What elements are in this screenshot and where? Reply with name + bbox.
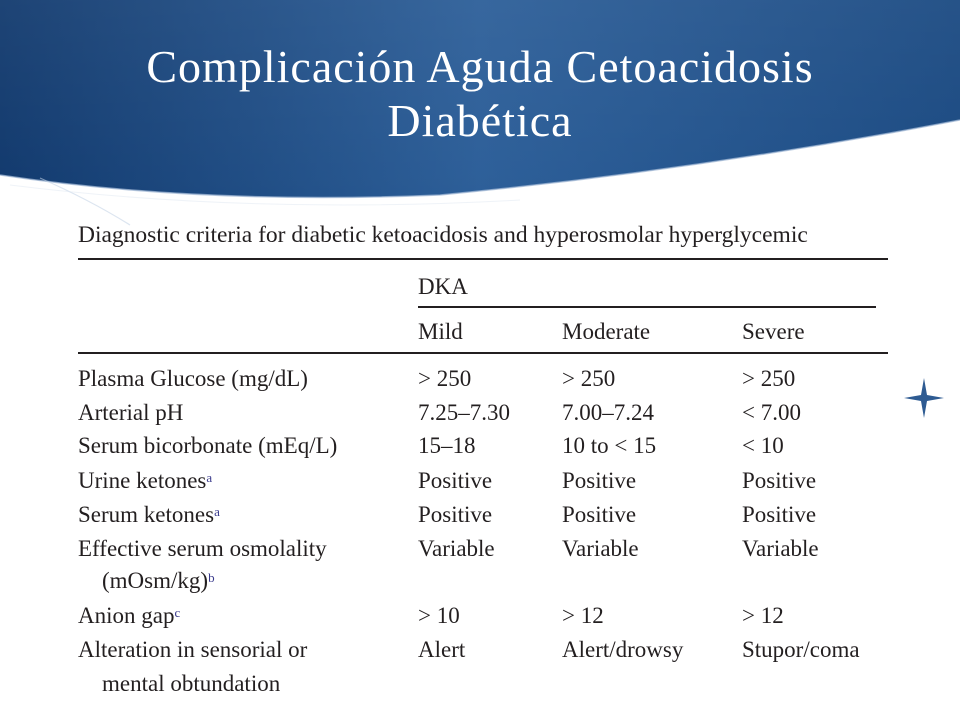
row-label-alteration-in-sensorial: Alteration in sensorial or: [78, 637, 308, 662]
table-cell: Alert/drowsy: [562, 637, 684, 662]
row-label-serum-bicarbonate: Serum bicorbonate (mEq/L): [78, 433, 338, 458]
row-label-anion-gap: [78, 603, 180, 629]
table-cell: > 250: [562, 366, 616, 391]
row-label-text: (mOsm/kg): [102, 568, 209, 593]
footnote-marker: a: [214, 504, 220, 519]
row-label-continuation: mental obtundation: [102, 671, 281, 696]
row-label-text: Urine ketones: [78, 468, 207, 493]
footnote-marker: c: [174, 605, 181, 620]
table-cell: 7.00–7.24: [562, 400, 654, 425]
table-cell: Positive: [742, 502, 817, 527]
table-cell: Positive: [562, 502, 637, 527]
table-cell: Variable: [562, 536, 639, 561]
table-top-rule: [78, 258, 888, 260]
row-label-continuation: [102, 568, 215, 594]
table-cell: Alert: [418, 637, 466, 662]
table-cell: > 250: [742, 366, 796, 391]
slide-title-line-1: Complicación Aguda Cetoacidosis: [146, 41, 814, 92]
table-cell: Positive: [562, 468, 637, 493]
table-cell: < 7.00: [742, 400, 801, 425]
column-header-mild: Mild: [418, 319, 463, 344]
slide-title: [0, 40, 960, 148]
table-cell: 7.25–7.30: [418, 400, 510, 425]
row-label-text: Anion gap: [78, 603, 175, 628]
table-cell: > 12: [742, 603, 784, 628]
table-cell: Variable: [742, 536, 819, 561]
footnote-marker: b: [208, 570, 215, 585]
table-cell: > 250: [418, 366, 472, 391]
row-label-plasma-glucose: Plasma Glucose (mg/dL): [78, 366, 308, 391]
star-bullet-icon: [902, 376, 946, 420]
table-cell: 10 to < 15: [562, 433, 657, 458]
table-cell: Variable: [418, 536, 495, 561]
row-label-serum-ketones: [78, 502, 220, 528]
row-label-text: Serum ketones: [78, 502, 215, 527]
row-label-effective-serum-osmolality: Effective serum osmolality: [78, 536, 327, 561]
column-group-header-dka: DKA: [418, 274, 468, 299]
table-cell: Positive: [742, 468, 817, 493]
table-caption: Diagnostic criteria for diabetic ketoacidosis and hyperosmolar hyperglycemic: [78, 222, 808, 248]
table-cell: < 10: [742, 433, 784, 458]
slide-title-line-2: Diabética: [387, 95, 573, 146]
table-cell: 15–18: [418, 433, 476, 458]
table-cell: > 10: [418, 603, 460, 628]
footnote-marker: a: [206, 470, 213, 485]
row-label-arterial-ph: Arterial pH: [78, 400, 184, 425]
group-header-rule: [418, 306, 876, 308]
column-header-moderate: Moderate: [562, 319, 651, 344]
table-cell: Positive: [418, 502, 493, 527]
table-cell: Positive: [418, 468, 493, 493]
table-cell: > 12: [562, 603, 604, 628]
column-header-severe: Severe: [742, 319, 805, 344]
header-bottom-rule: [78, 352, 888, 354]
table-cell: Stupor/coma: [742, 637, 860, 662]
row-label-urine-ketones: [78, 468, 212, 494]
